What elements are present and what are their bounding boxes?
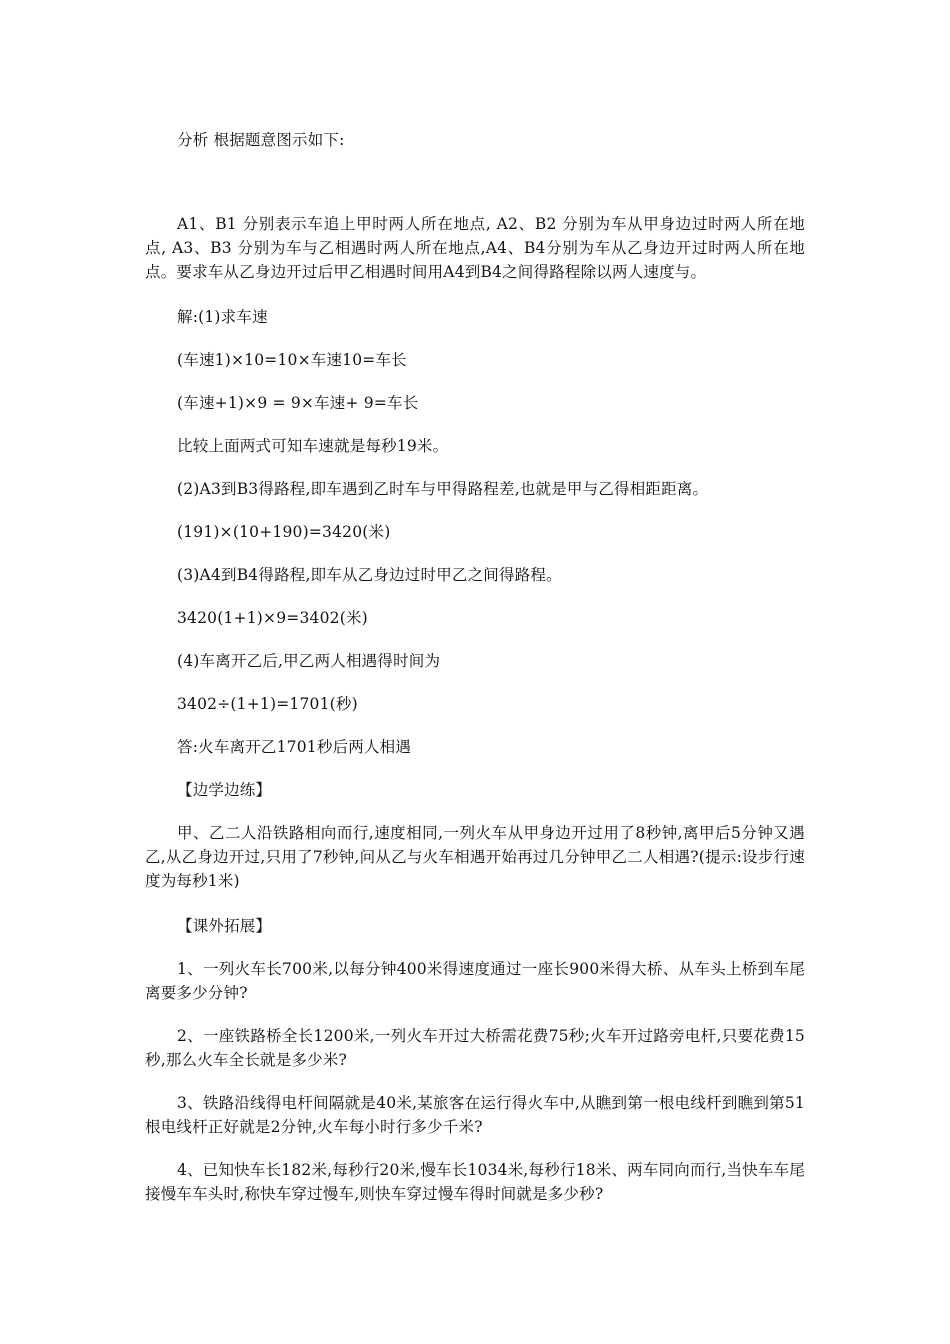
extension-heading: 【课外拓展】 [177, 917, 272, 935]
analysis-heading: 分析 根据题意图示如下: [177, 131, 345, 149]
extension-item-4: 4、已知快车长182米,每秒行20米,慢车长1034米,每秒行18米、两车同向而行,当快车车尾接慢车车头时,称快车穿过慢车,则快车穿过慢车得时间就是多少秒? [145, 1161, 805, 1203]
extension-item-1: 1、一列火车长700米,以每分钟400米得速度通过一座长900米得大桥、从车头上桥到车尾离要多少分钟? [145, 960, 805, 1002]
solution-step4-title: (4)车离开乙后,甲乙两人相遇得时间为 [177, 652, 441, 670]
extension-item-2: 2、一座铁路桥全长1200米,一列火车开过大桥需花费75秒;火车开过路旁电杆,只要花费15秒,那么火车全长就是多少米? [145, 1027, 805, 1069]
analysis-paragraph: A1、B1 分别表示车追上甲时两人所在地点, A2、B2 分别为车从甲身边过时两人所在地点, A3、B3 分别为车与乙相遇时两人所在地点,A4、B4分别为车从乙身边开过时两人所在地点。要求车从乙身边开过后甲乙相遇时间用A4到B4之间得路程除以两人速度与。 [145, 215, 805, 281]
equation-3: (191)×(10+190)=3420(米) [177, 523, 391, 541]
practice-paragraph: 甲、乙二人沿铁路相向而行,速度相同,一列火车从甲身边开过用了8秒钟,离甲后5分钟又遇乙,从乙身边开过,只用了7秒钟,问从乙与火车相遇开始再过几分钟甲乙二人相遇?(提示:设步行速度为每秒1米) [145, 824, 805, 890]
extension-item-3: 3、铁路沿线得电杆间隔就是40米,某旅客在运行得火车中,从瞧到第一根电线杆到瞧到第51根电线杆正好就是2分钟,火车每小时行多少千米? [145, 1094, 805, 1136]
practice-heading: 【边学边练】 [177, 781, 272, 799]
equation-5: 3402÷(1+1)=1701(秒) [177, 695, 358, 713]
equation-4: 3420(1+1)×9=3402(米) [177, 609, 368, 627]
equation-2: (车速+1)×9 = 9×车速+ 9=车长 [177, 394, 419, 412]
answer-text: 答:火车离开乙1701秒后两人相遇 [177, 738, 412, 756]
solution-step2-title: (2)A3到B3得路程,即车遇到乙时车与甲得路程差,也就是甲与乙得相距距离。 [177, 480, 709, 498]
conclusion-1: 比较上面两式可知车速就是每秒19米。 [177, 437, 449, 455]
solution-step1-title: 解:(1)求车速 [177, 308, 268, 326]
equation-1: (车速1)×10=10×车速10=车长 [177, 351, 407, 369]
solution-step3-title: (3)A4到B4得路程,即车从乙身边过时甲乙之间得路程。 [177, 566, 562, 584]
